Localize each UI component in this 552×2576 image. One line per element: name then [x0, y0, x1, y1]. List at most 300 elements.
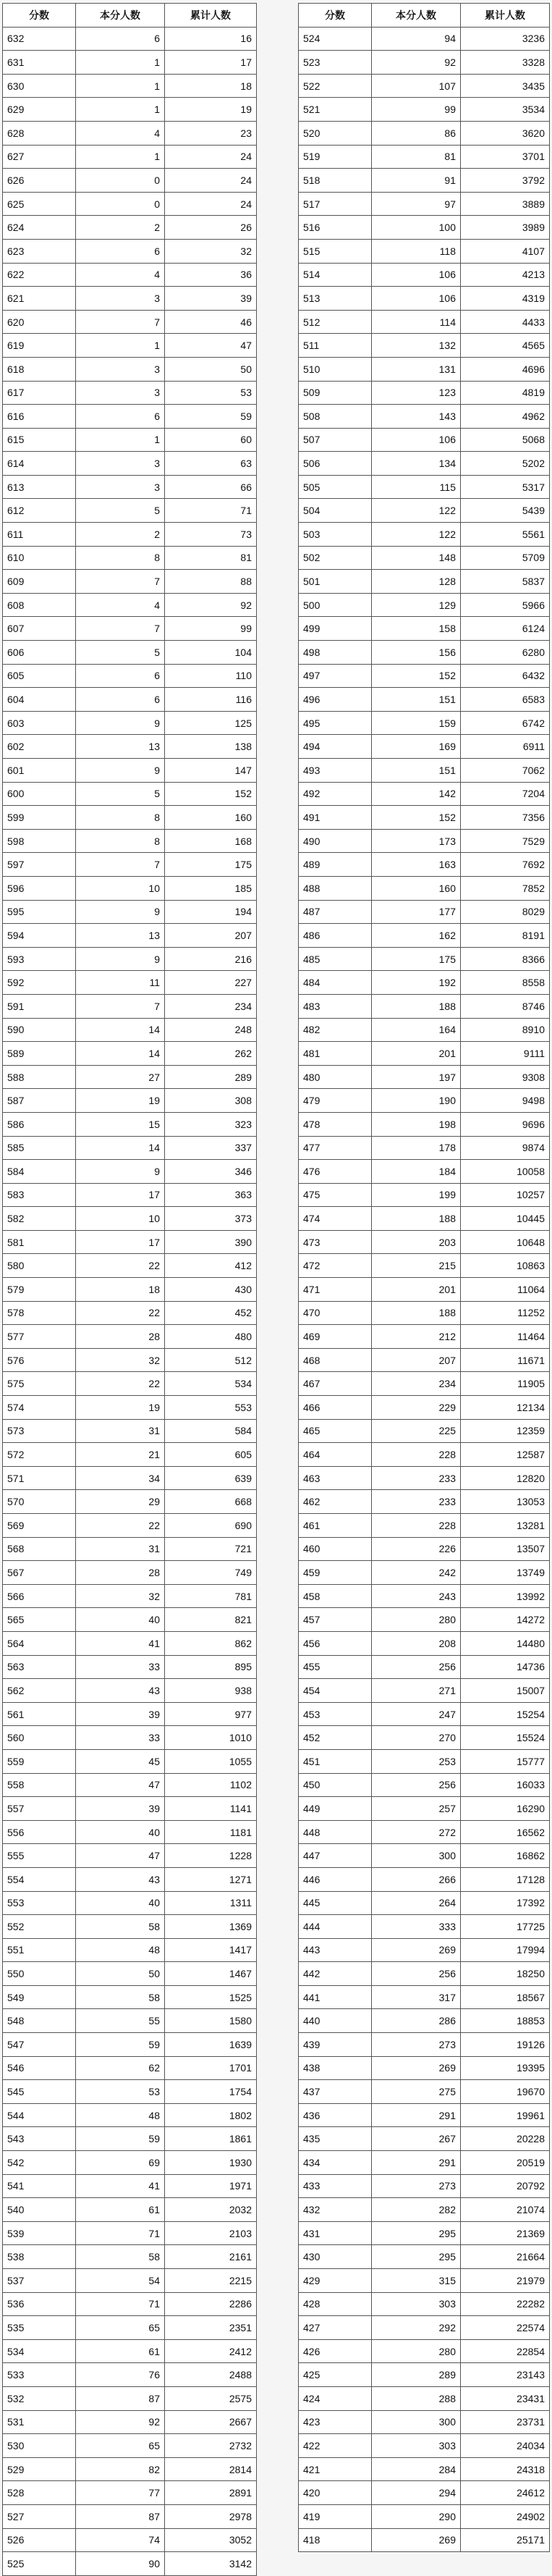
cumulative-cell: 4433	[461, 310, 550, 334]
score-cell: 570	[3, 1490, 76, 1514]
score-cell: 436	[299, 2103, 372, 2127]
count-cell: 291	[372, 2151, 461, 2175]
score-cell: 451	[299, 1749, 372, 1773]
count-cell: 5	[76, 641, 165, 665]
count-cell: 8	[76, 829, 165, 853]
count-cell: 97	[372, 192, 461, 216]
table-row	[3, 98, 257, 122]
score-cell: 447	[299, 1844, 372, 1868]
cumulative-cell: 216	[165, 947, 257, 971]
score-cell: 428	[299, 2292, 372, 2316]
count-cell: 256	[372, 1962, 461, 1986]
cumulative-cell: 7529	[461, 829, 550, 853]
cumulative-cell: 21664	[461, 2245, 550, 2269]
table-row	[3, 735, 257, 759]
table-row	[299, 27, 550, 51]
cumulative-cell: 11464	[461, 1325, 550, 1349]
cumulative-cell: 5317	[461, 475, 550, 499]
cumulative-cell: 138	[165, 735, 257, 759]
table-row	[299, 2221, 550, 2245]
cumulative-cell: 9498	[461, 1089, 550, 1113]
cumulative-cell: 71	[165, 499, 257, 523]
cumulative-cell: 2103	[165, 2221, 257, 2245]
cumulative-cell: 10863	[461, 1254, 550, 1278]
table-row	[299, 1112, 550, 1136]
count-cell: 13	[76, 735, 165, 759]
score-table-right	[298, 3, 550, 2552]
cumulative-cell: 2575	[165, 2386, 257, 2410]
cumulative-cell: 25171	[461, 2528, 550, 2552]
count-cell: 53	[76, 2080, 165, 2104]
cumulative-cell: 3701	[461, 145, 550, 169]
count-cell: 264	[372, 1891, 461, 1915]
count-cell: 295	[372, 2221, 461, 2245]
header-count: 本分人数	[372, 4, 461, 28]
count-cell: 22	[76, 1254, 165, 1278]
count-cell: 1	[76, 428, 165, 452]
score-cell: 545	[3, 2080, 76, 2104]
count-cell: 201	[372, 1278, 461, 1302]
table-row	[299, 782, 550, 806]
table-row	[3, 1325, 257, 1349]
count-cell: 18	[76, 1278, 165, 1302]
cumulative-cell: 2814	[165, 2457, 257, 2481]
table-row	[3, 2009, 257, 2033]
cumulative-cell: 390	[165, 1230, 257, 1254]
table-row	[299, 2363, 550, 2387]
score-cell: 587	[3, 1089, 76, 1113]
table-row	[3, 452, 257, 476]
cumulative-cell: 7062	[461, 759, 550, 783]
score-cell: 490	[299, 829, 372, 853]
score-cell: 594	[3, 924, 76, 948]
table-row	[299, 1490, 550, 1514]
table-row	[3, 2410, 257, 2434]
count-cell: 17	[76, 1183, 165, 1207]
score-cell: 431	[299, 2221, 372, 2245]
table-row	[3, 1962, 257, 1986]
cumulative-cell: 1930	[165, 2151, 257, 2175]
table-row	[299, 2245, 550, 2269]
cumulative-cell: 4565	[461, 334, 550, 358]
table-row	[299, 641, 550, 665]
count-cell: 269	[372, 1938, 461, 1962]
table-row	[299, 1962, 550, 1986]
cumulative-cell: 5966	[461, 593, 550, 617]
table-row	[3, 853, 257, 877]
score-cell: 524	[299, 27, 372, 51]
cumulative-cell: 12134	[461, 1396, 550, 1420]
score-cell: 608	[3, 593, 76, 617]
cumulative-cell: 4319	[461, 287, 550, 311]
count-cell: 6	[76, 688, 165, 712]
score-cell: 628	[3, 121, 76, 145]
count-cell: 10	[76, 1207, 165, 1231]
cumulative-cell: 14480	[461, 1631, 550, 1655]
cumulative-cell: 323	[165, 1112, 257, 1136]
score-cell: 420	[299, 2481, 372, 2505]
score-cell: 486	[299, 924, 372, 948]
table-row	[299, 546, 550, 570]
count-cell: 118	[372, 239, 461, 263]
table-row	[3, 499, 257, 523]
count-cell: 82	[76, 2457, 165, 2481]
count-cell: 77	[76, 2481, 165, 2505]
cumulative-cell: 6432	[461, 664, 550, 688]
table-row	[3, 2269, 257, 2293]
score-cell: 484	[299, 971, 372, 995]
count-cell: 62	[76, 2056, 165, 2080]
count-cell: 294	[372, 2481, 461, 2505]
cumulative-cell: 4107	[461, 239, 550, 263]
count-cell: 225	[372, 1419, 461, 1443]
score-cell: 474	[299, 1207, 372, 1231]
table-row	[299, 1160, 550, 1184]
table-row	[299, 1584, 550, 1608]
score-cell: 466	[299, 1396, 372, 1420]
table-row	[299, 1018, 550, 1042]
cumulative-cell: 10648	[461, 1230, 550, 1254]
table-row	[299, 1631, 550, 1655]
count-cell: 233	[372, 1466, 461, 1490]
table-row	[299, 2151, 550, 2175]
cumulative-cell: 125	[165, 711, 257, 735]
count-cell: 198	[372, 1112, 461, 1136]
count-cell: 86	[372, 121, 461, 145]
score-cell: 519	[299, 145, 372, 169]
count-cell: 190	[372, 1089, 461, 1113]
count-cell: 47	[76, 1844, 165, 1868]
score-cell: 543	[3, 2127, 76, 2151]
score-cell: 426	[299, 2339, 372, 2363]
table-row	[299, 121, 550, 145]
cumulative-cell: 1102	[165, 1773, 257, 1797]
count-cell: 273	[372, 2174, 461, 2198]
table-row	[299, 405, 550, 429]
score-cell: 480	[299, 1065, 372, 1089]
score-cell: 475	[299, 1183, 372, 1207]
score-cell: 574	[3, 1396, 76, 1420]
score-cell: 445	[299, 1891, 372, 1915]
cumulative-cell: 13992	[461, 1584, 550, 1608]
score-cell: 618	[3, 357, 76, 381]
score-cell: 425	[299, 2363, 372, 2387]
count-cell: 90	[76, 2552, 165, 2576]
cumulative-cell: 152	[165, 782, 257, 806]
table-row	[299, 735, 550, 759]
table-row	[299, 263, 550, 287]
table-row	[3, 947, 257, 971]
cumulative-cell: 14272	[461, 1608, 550, 1632]
table-row	[3, 1466, 257, 1490]
table-row	[299, 570, 550, 594]
count-cell: 275	[372, 2080, 461, 2104]
count-cell: 8	[76, 806, 165, 830]
table-row	[299, 1089, 550, 1113]
count-cell: 300	[372, 2410, 461, 2434]
score-cell: 497	[299, 664, 372, 688]
count-cell: 99	[372, 98, 461, 122]
table-row	[3, 1773, 257, 1797]
cumulative-cell: 4819	[461, 381, 550, 405]
cumulative-cell: 2667	[165, 2410, 257, 2434]
score-cell: 581	[3, 1230, 76, 1254]
cumulative-cell: 308	[165, 1089, 257, 1113]
table-row	[299, 1702, 550, 1726]
count-cell: 272	[372, 1820, 461, 1844]
cumulative-cell: 11252	[461, 1301, 550, 1325]
table-row	[3, 2339, 257, 2363]
score-cell: 495	[299, 711, 372, 735]
table-row	[299, 1348, 550, 1372]
score-cell: 630	[3, 74, 76, 98]
count-cell: 233	[372, 1490, 461, 1514]
count-cell: 142	[372, 782, 461, 806]
count-cell: 169	[372, 735, 461, 759]
table-row	[299, 1915, 550, 1939]
cumulative-cell: 6280	[461, 641, 550, 665]
score-cell: 564	[3, 1631, 76, 1655]
score-cell: 500	[299, 593, 372, 617]
cumulative-cell: 3620	[461, 121, 550, 145]
table-row	[299, 239, 550, 263]
table-row	[299, 51, 550, 75]
cumulative-cell: 7692	[461, 853, 550, 877]
score-cell: 492	[299, 782, 372, 806]
table-row	[3, 711, 257, 735]
table-row	[299, 1254, 550, 1278]
cumulative-cell: 2488	[165, 2363, 257, 2387]
table-row	[3, 1136, 257, 1160]
cumulative-cell: 2161	[165, 2245, 257, 2269]
score-cell: 615	[3, 428, 76, 452]
cumulative-cell: 8029	[461, 900, 550, 924]
score-cell: 465	[299, 1419, 372, 1443]
score-cell: 444	[299, 1915, 372, 1939]
score-cell: 541	[3, 2174, 76, 2198]
table-row	[3, 1655, 257, 1679]
score-cell: 582	[3, 1207, 76, 1231]
score-cell: 542	[3, 2151, 76, 2175]
count-cell: 215	[372, 1254, 461, 1278]
score-cell: 464	[299, 1443, 372, 1467]
cumulative-cell: 16290	[461, 1797, 550, 1821]
count-cell: 59	[76, 2127, 165, 2151]
cumulative-cell: 1369	[165, 1915, 257, 1939]
count-cell: 7	[76, 310, 165, 334]
count-cell: 256	[372, 1773, 461, 1797]
cumulative-cell: 262	[165, 1042, 257, 1066]
table-row	[3, 2363, 257, 2387]
table-row	[299, 1655, 550, 1679]
score-cell: 525	[3, 2552, 76, 2576]
table-row	[3, 664, 257, 688]
score-cell: 571	[3, 1466, 76, 1490]
count-cell: 156	[372, 641, 461, 665]
count-cell: 58	[76, 1985, 165, 2009]
cumulative-cell: 3052	[165, 2528, 257, 2552]
table-row	[3, 2552, 257, 2576]
cumulative-cell: 11671	[461, 1348, 550, 1372]
count-cell: 162	[372, 924, 461, 948]
cumulative-cell: 12820	[461, 1466, 550, 1490]
cumulative-cell: 47	[165, 334, 257, 358]
cumulative-cell: 6583	[461, 688, 550, 712]
count-cell: 303	[372, 2292, 461, 2316]
score-cell: 469	[299, 1325, 372, 1349]
table-row	[3, 1372, 257, 1396]
table-row	[299, 2009, 550, 2033]
count-cell: 48	[76, 1938, 165, 1962]
cumulative-cell: 534	[165, 1372, 257, 1396]
table-row	[3, 192, 257, 216]
table-row	[299, 499, 550, 523]
table-row	[3, 2151, 257, 2175]
cumulative-cell: 22854	[461, 2339, 550, 2363]
count-cell: 32	[76, 1348, 165, 1372]
score-cell: 429	[299, 2269, 372, 2293]
count-cell: 4	[76, 593, 165, 617]
table-row	[3, 121, 257, 145]
count-cell: 1	[76, 334, 165, 358]
score-cell: 613	[3, 475, 76, 499]
count-cell: 201	[372, 1042, 461, 1066]
table-row	[299, 1891, 550, 1915]
count-cell: 243	[372, 1584, 461, 1608]
count-cell: 0	[76, 192, 165, 216]
table-row	[299, 971, 550, 995]
count-cell: 290	[372, 2504, 461, 2528]
cumulative-cell: 19	[165, 98, 257, 122]
count-cell: 71	[76, 2292, 165, 2316]
cumulative-cell: 1010	[165, 1726, 257, 1750]
table-row	[3, 1679, 257, 1703]
count-cell: 45	[76, 1749, 165, 1773]
count-cell: 270	[372, 1726, 461, 1750]
cumulative-cell: 16562	[461, 1820, 550, 1844]
cumulative-cell: 1141	[165, 1797, 257, 1821]
cumulative-cell: 22282	[461, 2292, 550, 2316]
score-cell: 558	[3, 1773, 76, 1797]
count-cell: 69	[76, 2151, 165, 2175]
count-cell: 28	[76, 1561, 165, 1585]
table-row	[3, 2198, 257, 2222]
table-row	[299, 1514, 550, 1538]
count-cell: 115	[372, 475, 461, 499]
count-cell: 6	[76, 664, 165, 688]
score-cell: 520	[299, 121, 372, 145]
cumulative-cell: 1754	[165, 2080, 257, 2104]
count-cell: 188	[372, 1301, 461, 1325]
score-cell: 552	[3, 1915, 76, 1939]
cumulative-cell: 412	[165, 1254, 257, 1278]
score-cell: 504	[299, 499, 372, 523]
score-cell: 580	[3, 1254, 76, 1278]
score-cell: 439	[299, 2033, 372, 2057]
cumulative-cell: 895	[165, 1655, 257, 1679]
count-cell: 128	[372, 570, 461, 594]
table-row	[299, 1230, 550, 1254]
table-row	[3, 2481, 257, 2505]
cumulative-cell: 18567	[461, 1985, 550, 2009]
cumulative-cell: 19395	[461, 2056, 550, 2080]
cumulative-cell: 10257	[461, 1183, 550, 1207]
cumulative-cell: 12359	[461, 1419, 550, 1443]
count-cell: 27	[76, 1065, 165, 1089]
count-cell: 1	[76, 145, 165, 169]
count-cell: 3	[76, 452, 165, 476]
cumulative-cell: 17392	[461, 1891, 550, 1915]
cumulative-cell: 3142	[165, 2552, 257, 2576]
table-row	[3, 381, 257, 405]
count-cell: 178	[372, 1136, 461, 1160]
score-cell: 478	[299, 1112, 372, 1136]
score-cell: 438	[299, 2056, 372, 2080]
cumulative-cell: 5439	[461, 499, 550, 523]
count-cell: 29	[76, 1490, 165, 1514]
score-cell: 459	[299, 1561, 372, 1585]
count-cell: 242	[372, 1561, 461, 1585]
cumulative-cell: 19670	[461, 2080, 550, 2104]
score-cell: 453	[299, 1702, 372, 1726]
table-row	[3, 641, 257, 665]
cumulative-cell: 66	[165, 475, 257, 499]
table-row	[3, 51, 257, 75]
count-cell: 131	[372, 357, 461, 381]
score-cell: 601	[3, 759, 76, 783]
count-cell: 267	[372, 2127, 461, 2151]
score-cell: 509	[299, 381, 372, 405]
score-cell: 471	[299, 1278, 372, 1302]
cumulative-cell: 977	[165, 1702, 257, 1726]
table-row	[299, 475, 550, 499]
score-cell: 621	[3, 287, 76, 311]
count-cell: 58	[76, 1915, 165, 1939]
score-cell: 441	[299, 1985, 372, 2009]
score-cell: 434	[299, 2151, 372, 2175]
score-cell: 526	[3, 2528, 76, 2552]
table-row	[3, 688, 257, 712]
table-body-left	[3, 27, 257, 2575]
count-cell: 106	[372, 287, 461, 311]
table-row	[299, 2386, 550, 2410]
score-cell: 607	[3, 617, 76, 641]
score-cell: 516	[299, 216, 372, 240]
cumulative-cell: 3889	[461, 192, 550, 216]
score-cell: 605	[3, 664, 76, 688]
count-cell: 40	[76, 1891, 165, 1915]
table-row	[299, 192, 550, 216]
count-cell: 151	[372, 759, 461, 783]
cumulative-cell: 9308	[461, 1065, 550, 1089]
cumulative-cell: 248	[165, 1018, 257, 1042]
score-cell: 583	[3, 1183, 76, 1207]
count-cell: 212	[372, 1325, 461, 1349]
table-row	[299, 169, 550, 193]
cumulative-cell: 10058	[461, 1160, 550, 1184]
count-cell: 7	[76, 853, 165, 877]
count-cell: 22	[76, 1301, 165, 1325]
count-cell: 234	[372, 1372, 461, 1396]
table-row	[3, 1396, 257, 1420]
cumulative-cell: 512	[165, 1348, 257, 1372]
count-cell: 31	[76, 1537, 165, 1561]
count-cell: 229	[372, 1396, 461, 1420]
table-row	[3, 2221, 257, 2245]
score-cell: 591	[3, 994, 76, 1018]
table-row	[299, 357, 550, 381]
score-cell: 485	[299, 947, 372, 971]
